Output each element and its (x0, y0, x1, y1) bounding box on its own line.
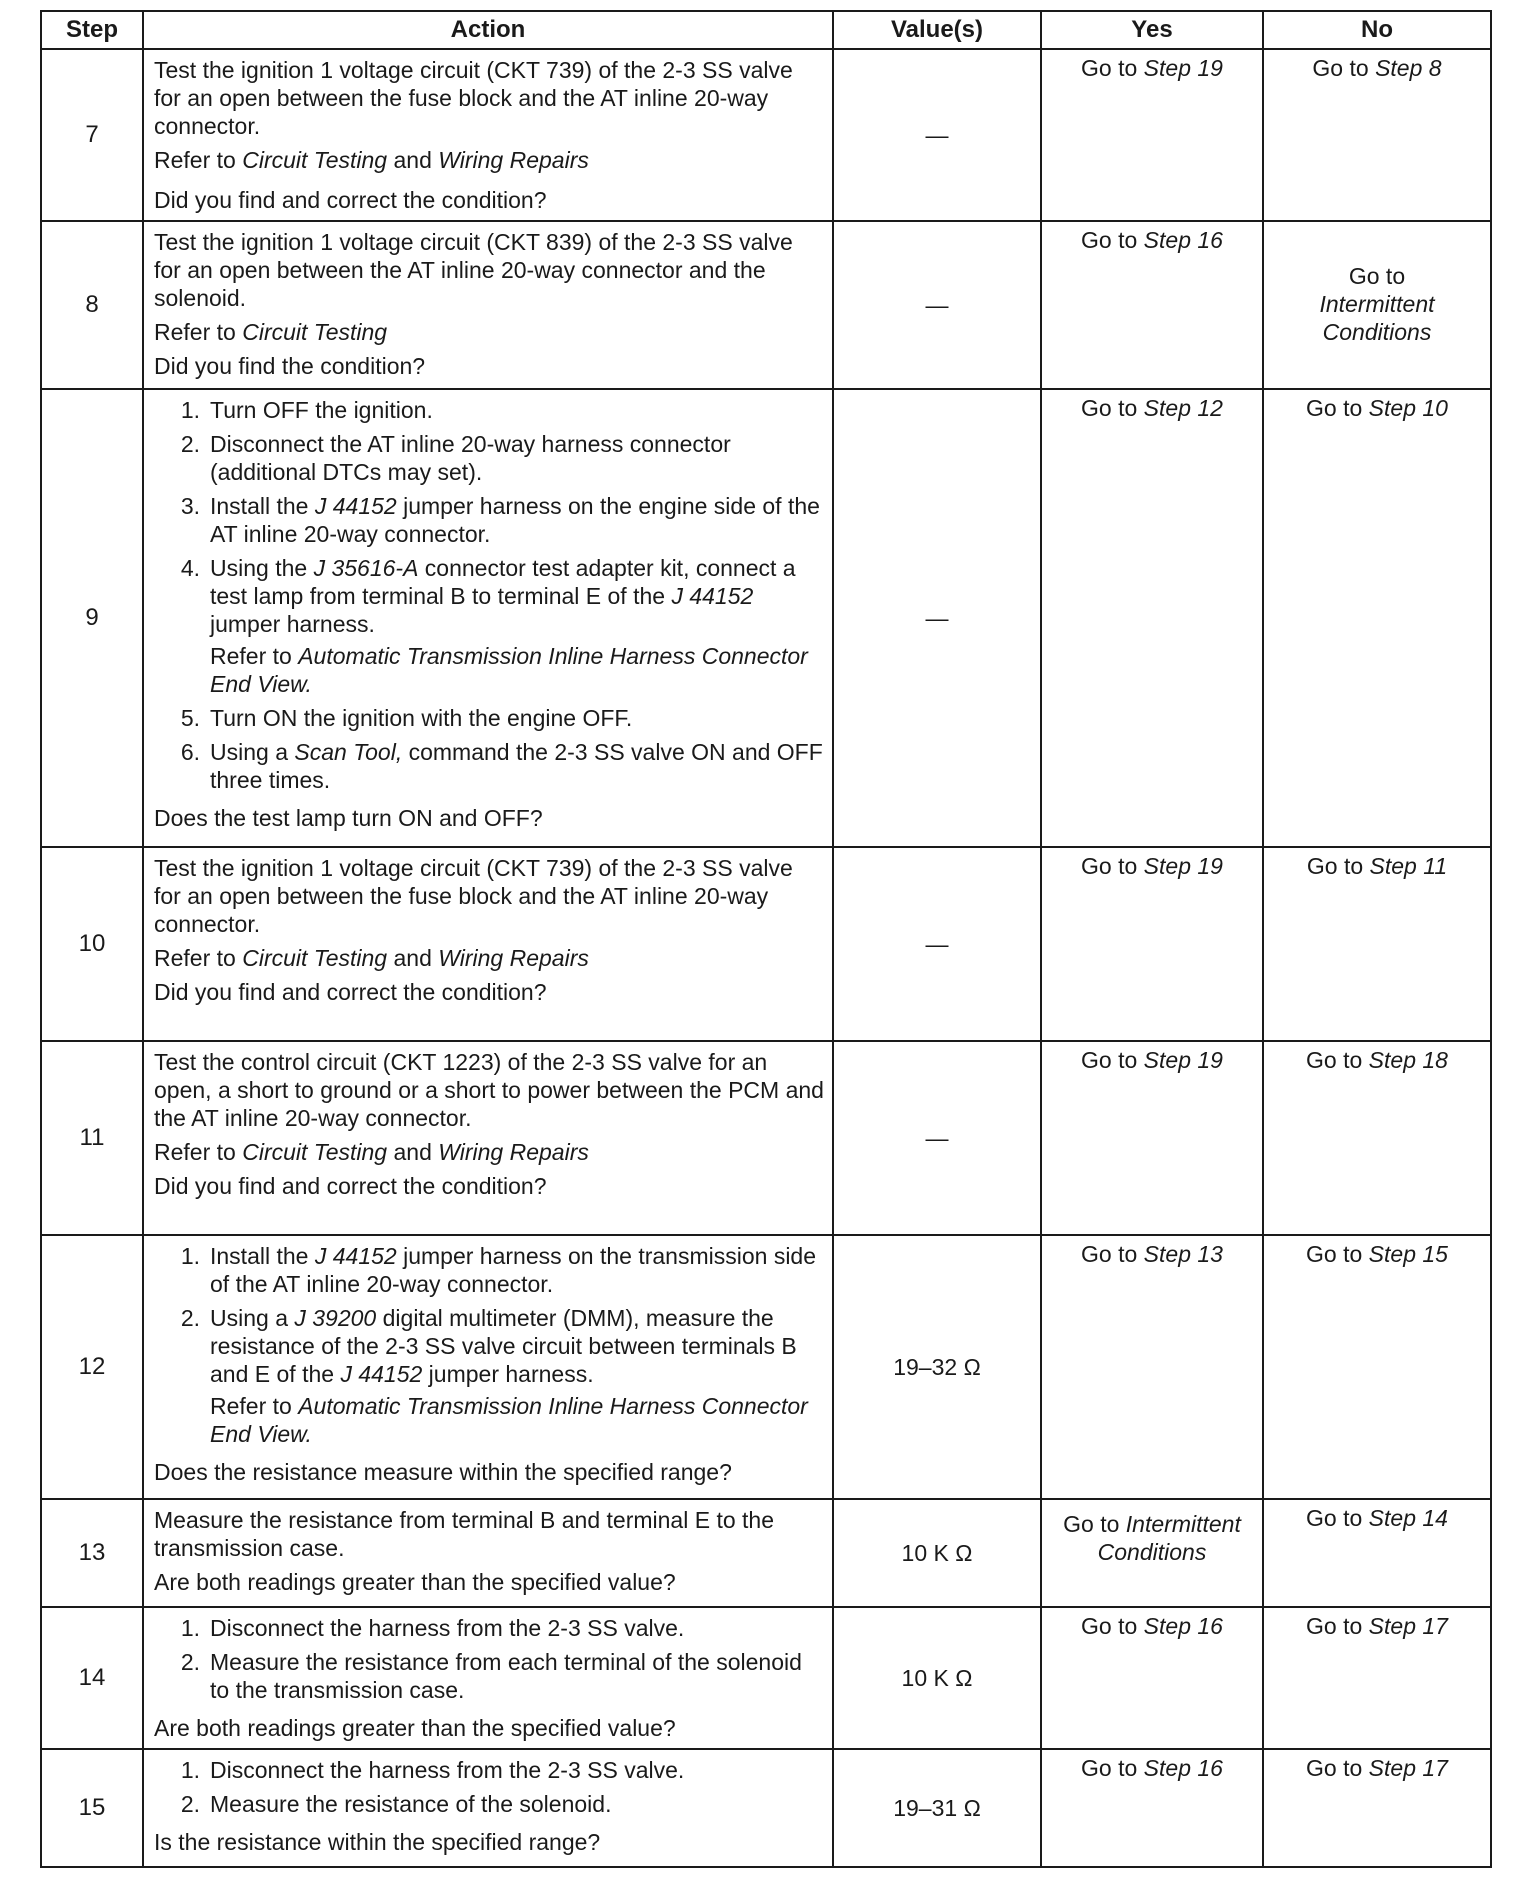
action-question: Is the resistance within the specified range? (154, 1829, 601, 1855)
tool-ref: J 39200 (294, 1305, 377, 1331)
step-number: 13 (41, 1499, 143, 1607)
table-row (41, 49, 1491, 221)
refer-line: Refer to Circuit Testing (154, 319, 388, 345)
table-row (41, 1041, 1491, 1235)
table-row (41, 221, 1491, 389)
step-number: 11 (41, 1041, 143, 1235)
value-cell: 19–32 Ω (833, 1235, 1041, 1499)
list-item: 1. Disconnect the harness from the 2-3 SS valve. (180, 1757, 685, 1783)
procedure-list (154, 1614, 824, 1710)
ref-link-connector-end-view[interactable]: Automatic Transmission Inline Harness Connector End View. (210, 1393, 808, 1447)
step-number: 14 (41, 1607, 143, 1749)
action-question: Did you find the condition? (154, 353, 426, 379)
ref-link-wiring-repairs[interactable]: Wiring Repairs (438, 945, 589, 971)
no-cell (1263, 1041, 1491, 1235)
step-number: 7 (41, 49, 143, 221)
header-no: No (1263, 11, 1491, 49)
action-cell (143, 1749, 833, 1867)
action-text: Test the ignition 1 voltage circuit (CKT 839) of the 2-3 SS valve for an open between the AT inline 20-way connector and the solenoid. (154, 229, 793, 311)
no-cell (1263, 49, 1491, 221)
yes-cell (1041, 1607, 1263, 1749)
procedure-list (154, 1242, 824, 1454)
yes-cell (1041, 221, 1263, 389)
action-cell (143, 49, 833, 221)
action-question: Are both readings greater than the specified value? (154, 1569, 676, 1595)
list-item: 2. Using a J 39200 digital multimeter (DMM), measure the resistance of the 2-3 SS valve circuit between terminals B and E of the J 44152 jumper harness. Refer to Automatic Transmission Inline Harness Connector End View. (154, 1304, 824, 1448)
action-text: Test the control circuit (CKT 1223) of the 2-3 SS valve for an open, a short to ground or a short to power between the PCM and the AT inline 20-way connector. (154, 1049, 824, 1131)
no-goto[interactable]: Go to Intermittent Conditions (1319, 263, 1435, 345)
ref-link-wiring-repairs[interactable]: Wiring Repairs (438, 147, 589, 173)
diagnostic-table (40, 10, 1492, 1868)
action-cell (143, 389, 833, 847)
procedure-list (154, 396, 824, 800)
list-item: 2. Disconnect the AT inline 20-way harness connector (additional DTCs may set). (180, 431, 731, 485)
action-text: Measure the resistance from terminal B and terminal E to the transmission case. (154, 1507, 775, 1561)
action-question: Did you find and correct the condition? (154, 979, 547, 1005)
value-cell: — (833, 49, 1041, 221)
no-cell (1263, 1499, 1491, 1607)
no-cell (1263, 389, 1491, 847)
header-yes: Yes (1041, 11, 1263, 49)
list-item: 3. Install the J 44152 jumper harness on the engine side of the AT inline 20-way connector. (180, 493, 820, 547)
no-goto[interactable]: Go to Step 11 (1306, 853, 1448, 879)
header-action: Action (143, 11, 833, 49)
list-item: 5. Turn ON the ignition with the engine OFF. (180, 705, 633, 731)
ref-link-circuit-testing[interactable]: Circuit Testing (242, 1139, 388, 1165)
no-goto[interactable]: Go to Step 14 (1306, 1505, 1448, 1531)
list-item: 2. Measure the resistance of the solenoid. (180, 1791, 612, 1817)
action-question: Did you find and correct the condition? (154, 187, 547, 213)
refer-line: Refer to Circuit Testing and Wiring Repairs (154, 147, 589, 173)
value-cell: 19–31 Ω (833, 1749, 1041, 1867)
tool-ref: Scan Tool, (294, 739, 403, 765)
tool-ref: J 44152 (340, 1361, 423, 1387)
table-row (41, 1607, 1491, 1749)
action-cell (143, 1607, 833, 1749)
table-row (41, 1749, 1491, 1867)
no-goto[interactable]: Go to Step 17 (1306, 1755, 1448, 1781)
yes-cell (1041, 1235, 1263, 1499)
yes-goto[interactable]: Go to Step 16 (1081, 227, 1223, 253)
refer-line: Refer to Automatic Transmission Inline Harness Connector End View. (210, 643, 808, 697)
ref-link-connector-end-view[interactable]: Automatic Transmission Inline Harness Connector End View. (210, 643, 808, 697)
action-cell (143, 1041, 833, 1235)
action-cell (143, 847, 833, 1041)
procedure-list (154, 1756, 824, 1824)
tool-ref: J 44152 (314, 1243, 397, 1269)
tool-ref: J 44152 (671, 583, 754, 609)
step-number: 12 (41, 1235, 143, 1499)
refer-line: Refer to Automatic Transmission Inline Harness Connector End View. (210, 1393, 808, 1447)
ref-link-circuit-testing[interactable]: Circuit Testing (242, 147, 388, 173)
value-cell: — (833, 847, 1041, 1041)
no-cell (1263, 221, 1491, 389)
step-number: 8 (41, 221, 143, 389)
yes-goto[interactable]: Go to Step 13 (1081, 1241, 1223, 1267)
action-cell (143, 1499, 833, 1607)
table-row (41, 1499, 1491, 1607)
table-row (41, 847, 1491, 1041)
action-text: Test the ignition 1 voltage circuit (CKT 739) of the 2-3 SS valve for an open between the fuse block and the AT inline 20-way connector. (154, 57, 793, 139)
no-cell (1263, 1749, 1491, 1867)
no-goto[interactable]: Go to Step 17 (1306, 1613, 1448, 1639)
yes-goto[interactable]: Go to Step 16 (1081, 1613, 1223, 1639)
list-item: 1. Turn OFF the ignition. (180, 397, 433, 423)
action-text: Test the ignition 1 voltage circuit (CKT 739) of the 2-3 SS valve for an open between the fuse block and the AT inline 20-way connector. (154, 855, 793, 937)
value-cell: — (833, 1041, 1041, 1235)
yes-cell (1041, 1749, 1263, 1867)
list-item: 4. Using the J 35616-A connector test adapter kit, connect a test lamp from terminal B to terminal E of the J 44152 jumper harness. Refer to Automatic Transmission Inline Harness Connector End View. (154, 554, 824, 698)
list-item: 1. Disconnect the harness from the 2-3 SS valve. (180, 1615, 685, 1641)
no-goto[interactable]: Go to Step 8 (1312, 55, 1442, 81)
value-cell: — (833, 221, 1041, 389)
action-cell (143, 1235, 833, 1499)
header-values: Value(s) (833, 11, 1041, 49)
action-cell (143, 221, 833, 389)
table-header-row (41, 11, 1491, 49)
tool-ref: J 44152 (314, 493, 397, 519)
no-goto[interactable]: Go to Step 18 (1306, 1047, 1448, 1073)
yes-cell (1041, 1499, 1263, 1607)
list-item: 6. Using a Scan Tool, command the 2-3 SS valve ON and OFF three times. (180, 739, 823, 793)
value-cell: — (833, 389, 1041, 847)
diagnostic-page (40, 10, 1490, 1868)
yes-cell (1041, 847, 1263, 1041)
yes-goto[interactable]: Go to Intermittent Conditions (1063, 1511, 1241, 1565)
yes-goto[interactable]: Go to Step 19 (1081, 853, 1223, 879)
yes-goto[interactable]: Go to Step 16 (1081, 1755, 1223, 1781)
list-item: 1. Install the J 44152 jumper harness on the transmission side of the AT inline 20-way connector. (180, 1243, 817, 1297)
no-goto[interactable]: Go to Step 15 (1306, 1241, 1448, 1267)
tool-ref: J 35616-A (313, 555, 419, 581)
refer-line: Refer to Circuit Testing and Wiring Repairs (154, 1139, 589, 1165)
yes-cell (1041, 1041, 1263, 1235)
yes-goto[interactable]: Go to Step 12 (1081, 395, 1223, 421)
value-cell: 10 K Ω (833, 1499, 1041, 1607)
action-question: Are both readings greater than the specified value? (154, 1715, 676, 1741)
no-cell (1263, 847, 1491, 1041)
header-step: Step (41, 11, 143, 49)
yes-goto[interactable]: Go to Step 19 (1081, 55, 1223, 81)
table-row (41, 1235, 1491, 1499)
ref-link-circuit-testing[interactable]: Circuit Testing (242, 945, 388, 971)
yes-cell (1041, 389, 1263, 847)
list-item: 2. Measure the resistance from each terminal of the solenoid to the transmission case. (180, 1649, 802, 1703)
action-question: Does the resistance measure within the specified range? (154, 1459, 732, 1485)
no-goto[interactable]: Go to Step 10 (1306, 395, 1448, 421)
no-cell (1263, 1607, 1491, 1749)
action-question: Did you find and correct the condition? (154, 1173, 547, 1199)
yes-goto[interactable]: Go to Step 19 (1081, 1047, 1223, 1073)
step-number: 10 (41, 847, 143, 1041)
table-row (41, 389, 1491, 847)
yes-cell (1041, 49, 1263, 221)
step-number: 15 (41, 1749, 143, 1867)
no-cell (1263, 1235, 1491, 1499)
ref-link-circuit-testing[interactable]: Circuit Testing (242, 319, 388, 345)
step-number: 9 (41, 389, 143, 847)
ref-link-wiring-repairs[interactable]: Wiring Repairs (438, 1139, 589, 1165)
refer-line: Refer to Circuit Testing and Wiring Repairs (154, 945, 589, 971)
value-cell: 10 K Ω (833, 1607, 1041, 1749)
action-question: Does the test lamp turn ON and OFF? (154, 805, 543, 831)
